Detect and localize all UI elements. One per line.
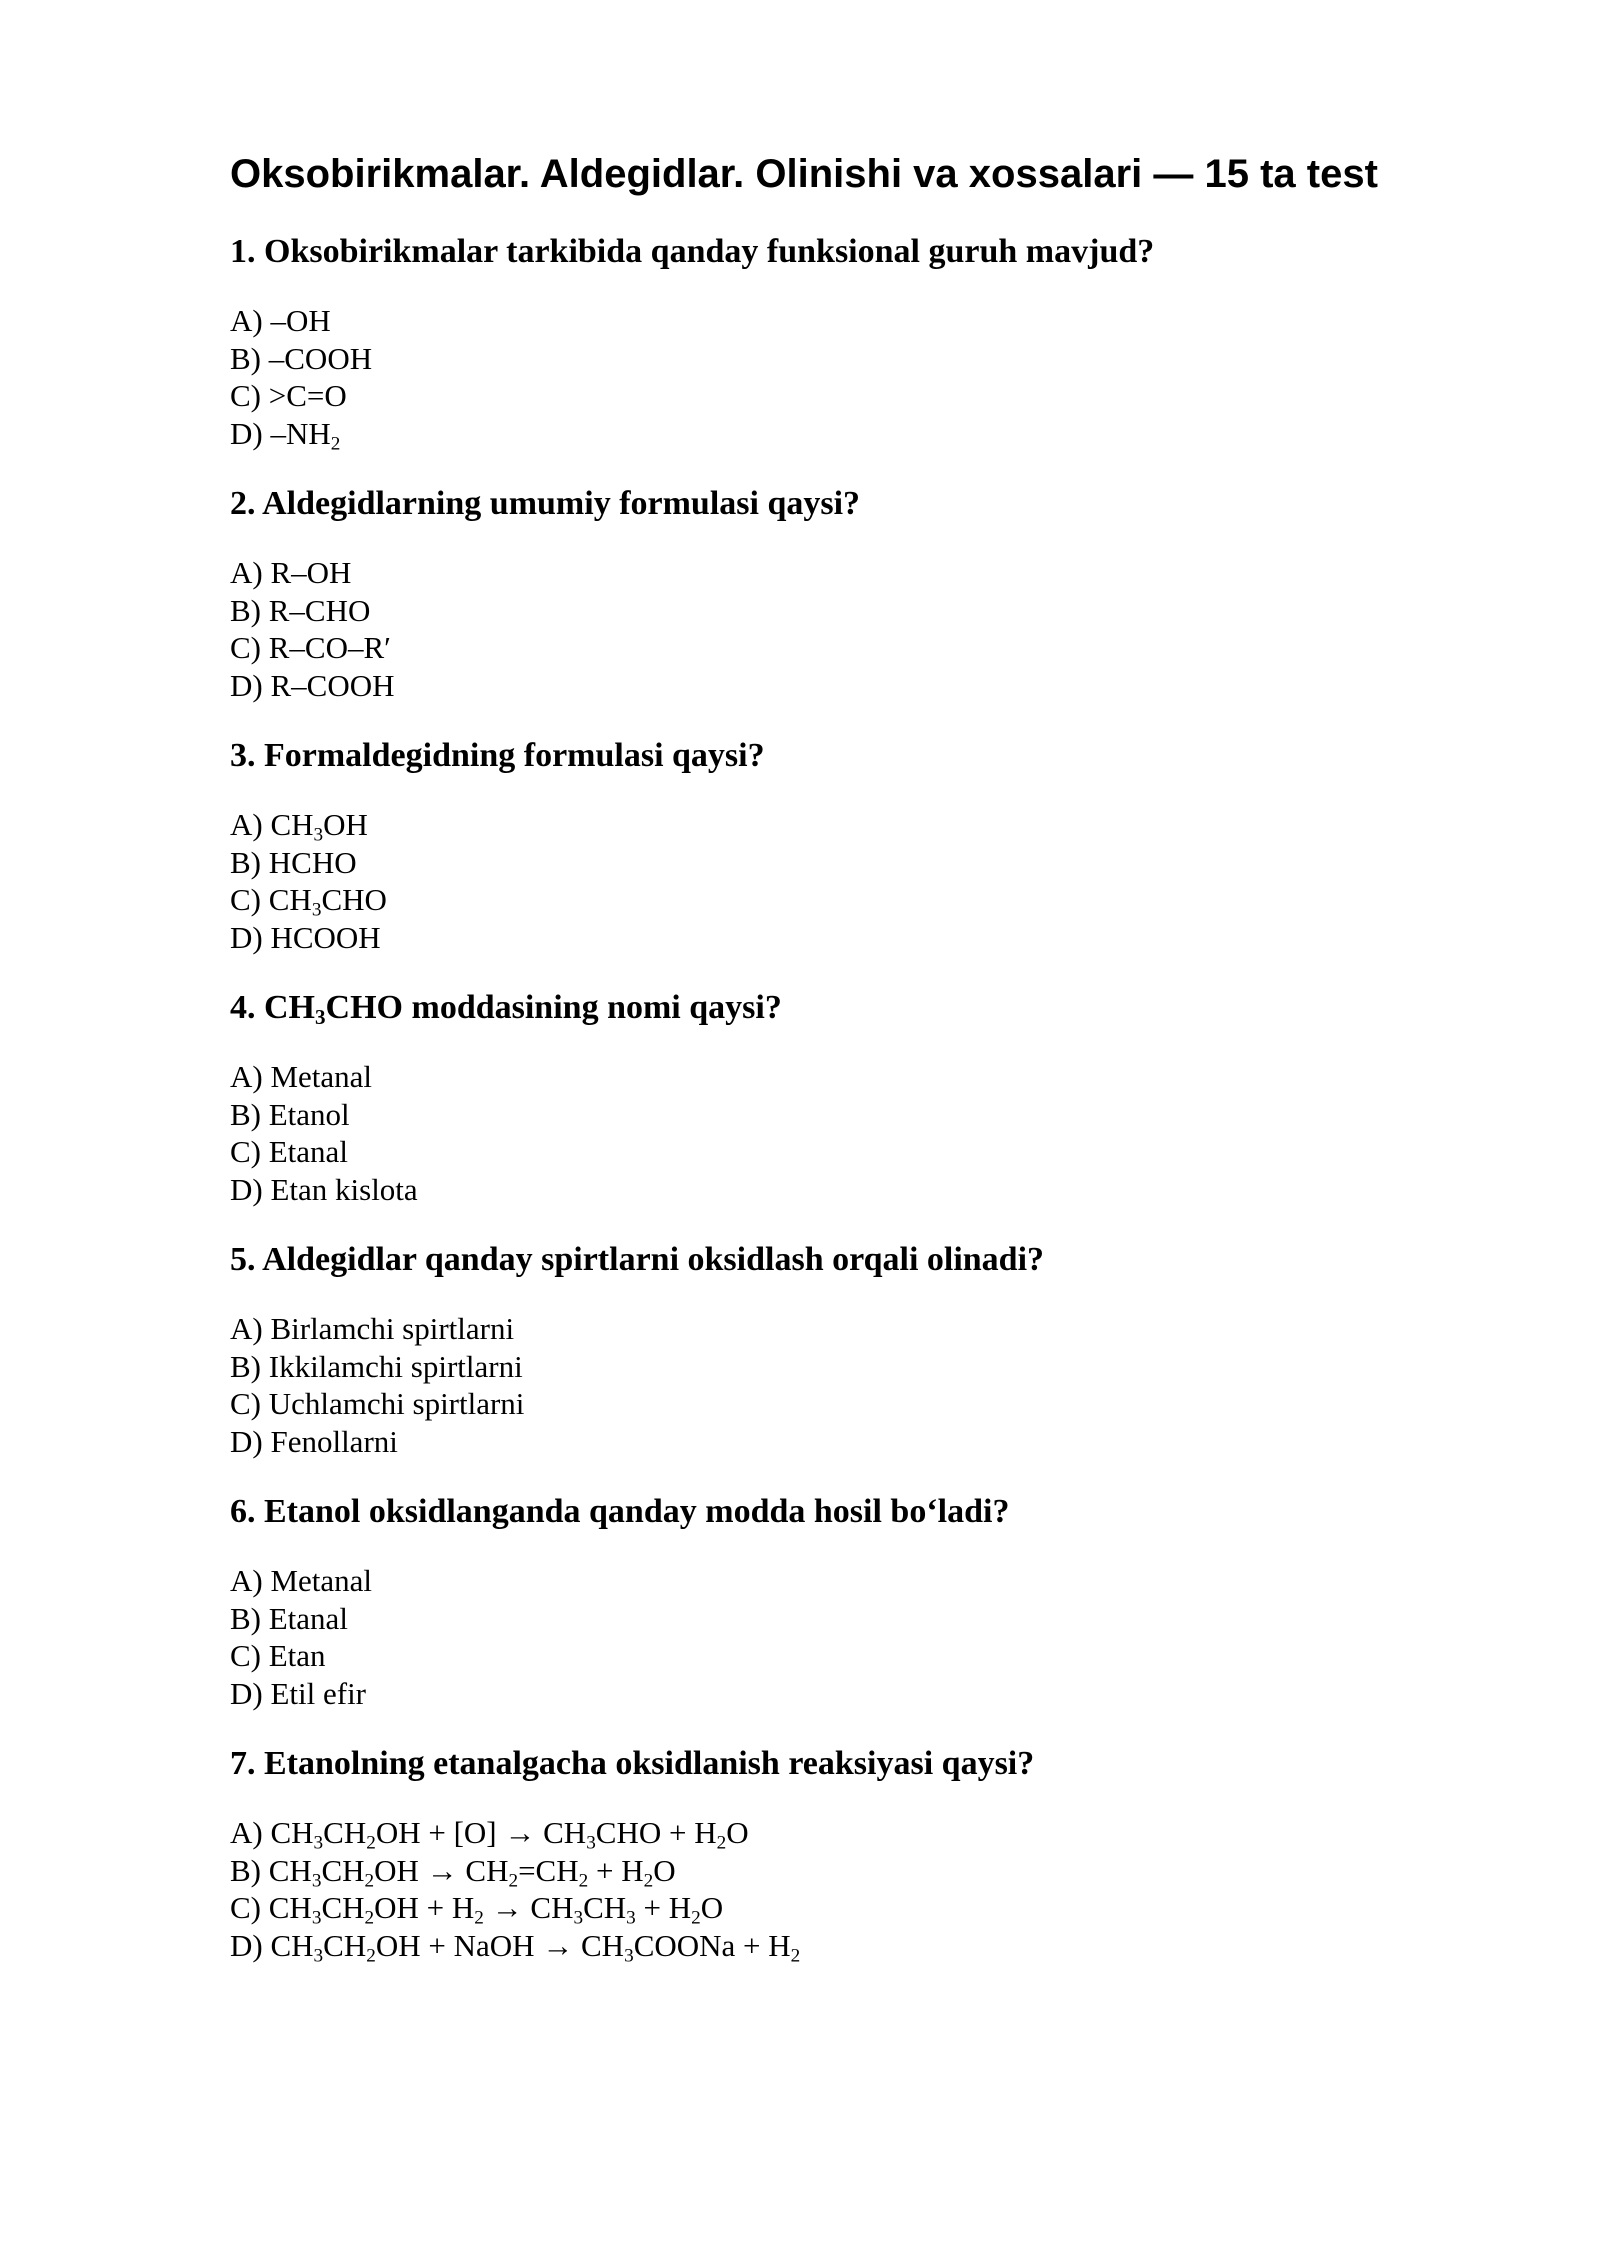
answer-option-d: D) HCOOH: [230, 919, 381, 955]
question-1: [230, 232, 1430, 452]
answer-option-d: D) Fenollarni: [230, 1423, 398, 1459]
question-text: 5. Aldegidlar qanday spirtlarni oksidlash orqali olinadi?: [230, 1241, 1045, 1278]
question-text: 3. Formaldegidning formulasi qaysi?: [230, 737, 765, 774]
answer-options: [230, 1562, 1430, 1712]
answer-option-b: B) Etanol: [230, 1096, 350, 1132]
question-text: 6. Etanol oksidlanganda qanday modda hosil bo‘ladi?: [230, 1493, 1010, 1530]
answer-option-a: A) –OH: [230, 303, 331, 338]
answer-option-b: B) –COOH: [230, 340, 373, 376]
answer-option-d: D) $CH_3CH_2OH$ + NaOH → $CH_3COONa + H_2$: [230, 1927, 801, 1966]
answer-option-d: D) Etil efir: [230, 1675, 367, 1711]
answer-option-a: A) Metanal: [230, 1059, 373, 1094]
answer-option-a: A) $CH_3CH_2OH + [O] \to CH_3CHO + H_2O$: [230, 1815, 749, 1854]
document-page: [230, 150, 1430, 1996]
answer-option-c: C) Uchlamchi spirtlarni: [230, 1386, 525, 1421]
answer-option-b: B) Etanal: [230, 1600, 348, 1636]
answer-option-a: A) Metanal: [230, 1563, 373, 1598]
answer-option-b: B) R–CHO: [230, 592, 371, 628]
question-text: 1. Oksobirikmalar tarkibida qanday funksional guruh mavjud?: [230, 233, 1155, 270]
answer-option-b: B) Ikkilamchi spirtlarni: [230, 1348, 523, 1384]
page-title: Oksobirikmalar. Aldegidlar. Olinishi va xossalari — 15 ta test: [230, 152, 1378, 196]
answer-options: [230, 1058, 1430, 1208]
answer-option-a: A) Birlamchi spirtlarni: [230, 1311, 515, 1346]
answer-option-b: B) $CH_3CH_2OH \to CH_2=CH_2 + H_2O$: [230, 1852, 676, 1891]
answer-option-d: D) Etan kislota: [230, 1171, 418, 1207]
question-6: [230, 1492, 1430, 1712]
question-3: [230, 736, 1430, 956]
answer-option-a: A) $CH_3OH$: [230, 807, 368, 846]
answer-options: [230, 1814, 1430, 1964]
answer-option-d: D) R–COOH: [230, 667, 395, 703]
question-4: [230, 988, 1430, 1208]
answer-option-b: B) HCHO: [230, 844, 357, 880]
answer-option-c: C) Etan: [230, 1638, 326, 1673]
question-text: 2. Aldegidlarning umumiy formulasi qaysi?: [230, 485, 861, 522]
answer-option-c: C) R–CO–R′: [230, 630, 391, 665]
question-7: [230, 1744, 1430, 1964]
answer-options: [230, 302, 1430, 452]
answer-option-c: C) $CH_3CHO$: [230, 882, 387, 921]
answer-options: [230, 1310, 1430, 1460]
answer-option-c: C) $CH_3CH_2OH + H_2 \to CH_3CH_3 + H_2O$: [230, 1890, 724, 1929]
answer-option-c: C) Etanal: [230, 1134, 348, 1169]
answer-option-a: A) R–OH: [230, 555, 352, 590]
question-text: 7. Etanolning etanalgacha oksidlanish reaksiyasi qaysi?: [230, 1745, 1035, 1782]
question-5: [230, 1240, 1430, 1460]
answer-options: [230, 806, 1430, 956]
question-text: 4. $CH_3CHO$ moddasining nomi qaysi?: [230, 989, 782, 1029]
answer-options: [230, 554, 1430, 704]
question-2: [230, 484, 1430, 704]
answer-option-c: C) >C=O: [230, 378, 347, 413]
answer-option-d: D) $-NH_2$: [230, 415, 341, 454]
